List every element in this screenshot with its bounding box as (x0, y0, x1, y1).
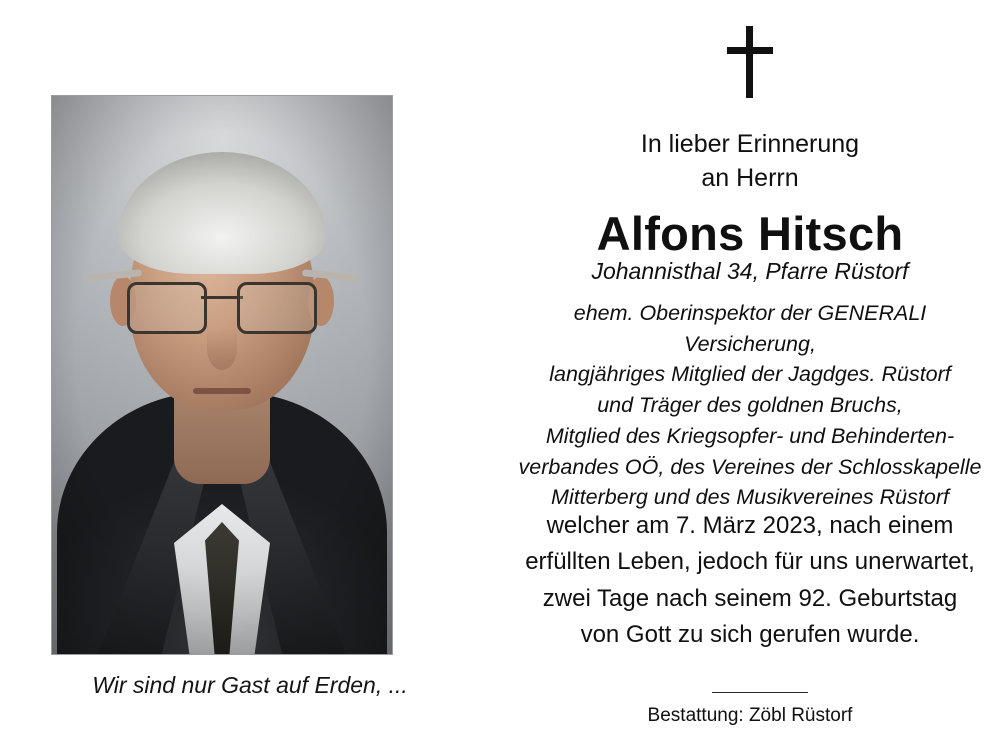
photo-vignette (52, 96, 392, 654)
role-line: und Träger des goldnen Bruchs, (597, 393, 903, 418)
memorial-intro (500, 128, 1000, 195)
cross-horizontal-bar (727, 47, 773, 54)
death-line: von Gott zu sich gerufen wurde. (580, 621, 920, 649)
cross-icon (727, 26, 773, 98)
role-line: Mitglied des Kriegsopfer- und Behinderten- (545, 423, 955, 448)
death-line: zwei Tage nach seinem 92. Geburtstag (542, 584, 958, 612)
deceased-name: Alfons Hitsch (596, 207, 904, 260)
text-pane (500, 0, 1000, 745)
portrait-caption: Wir sind nur Gast auf Erden, ... (92, 672, 408, 698)
cross-icon-wrapper (500, 26, 1000, 98)
death-line: welcher am 7. März 2023, nach einem (546, 512, 954, 539)
portrait-photo (52, 96, 392, 654)
intro-line-2: an Herrn (701, 163, 799, 192)
role-line: langjähriges Mitglied der Jagdges. Rüstorf (549, 362, 951, 387)
funeral-service: Bestattung: Zöbl Rüstorf (647, 705, 853, 726)
role-line: verbandes OÖ, des Vereines der Schlosskapelle (518, 454, 982, 479)
divider (712, 692, 808, 693)
roles-block (500, 298, 1000, 513)
death-line: erfüllten Leben, jedoch für uns unerwartet, (525, 548, 975, 576)
intro-line-1: In lieber Erinnerung (640, 130, 860, 158)
role-line: ehem. Oberinspektor der GENERALI Versicherung, (573, 301, 927, 356)
address-parish: Johannisthal 34, Pfarre Rüstorf (591, 258, 909, 284)
cross-vertical-bar (746, 26, 753, 98)
role-line: Mitterberg und des Musikvereines Rüstorf (551, 485, 949, 510)
portrait-image-content (52, 96, 392, 654)
death-notice (500, 508, 1000, 654)
